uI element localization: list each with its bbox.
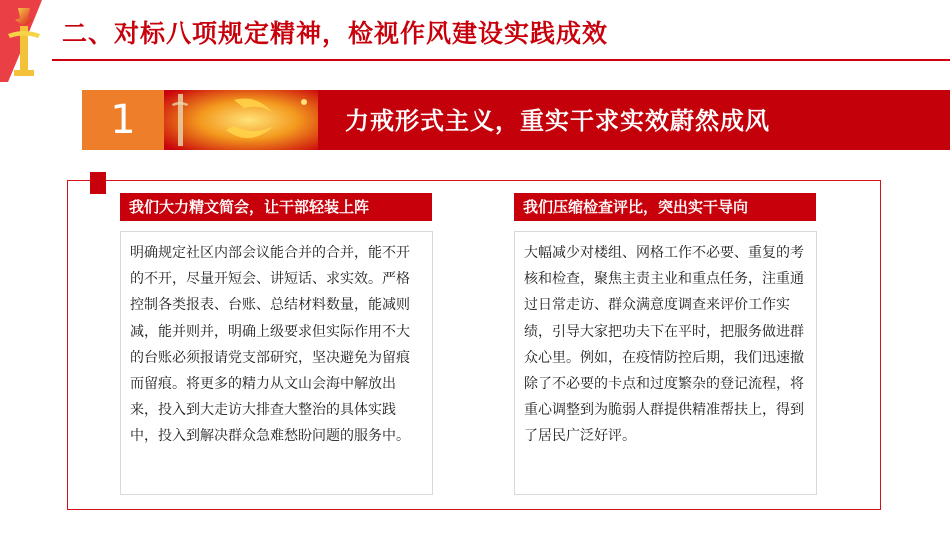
card-body-streamline-meetings: 明确规定社区内部会议能合并的合并，能不开的不开，尽量开短会、讲短话、求实效。严格控制各类报表、台账、总结材料数量，能减则减，能并则并，明确上级要求但实际作用不大的台账必须报请党支部研究，坚决避免为留痕而留痕。将更多的精力从文山会海中解放出来，投入到大走访大排查大整治的具体实践中，投入到解决群众急难愁盼问题的服务中。 — [120, 231, 433, 495]
section-title: 力戒形式主义，重实干求实效蔚然成风 — [345, 107, 770, 135]
card-heading-streamline-meetings: 我们大力精文简会，让干部轻装上阵 — [120, 193, 432, 221]
frame-corner-marker — [90, 172, 106, 194]
section-number: 1 — [82, 90, 164, 150]
page-title: 二、对标八项规定精神，检视作风建设实践成效 — [62, 19, 609, 48]
party-emblem-banner-image — [164, 90, 318, 150]
card-heading-reduce-inspections: 我们压缩检查评比，突出实干导向 — [514, 193, 816, 221]
title-divider — [52, 59, 950, 61]
card-body-reduce-inspections: 大幅减少对楼组、网格工作不必要、重复的考核和检查，聚焦主责主业和重点任务，注重通过日常走访、群众满意度调查来评价工作实绩，引导大家把功夫下在平时，把服务做进群众心里。例如，在疫情防控后期，我们迅速撤除了不必要的卡点和过度繁杂的登记流程，将重心调整到为脆弱人群提供精准帮扶上，得到了居民广泛好评。 — [514, 231, 817, 495]
huabiao-logo-icon — [0, 0, 50, 82]
